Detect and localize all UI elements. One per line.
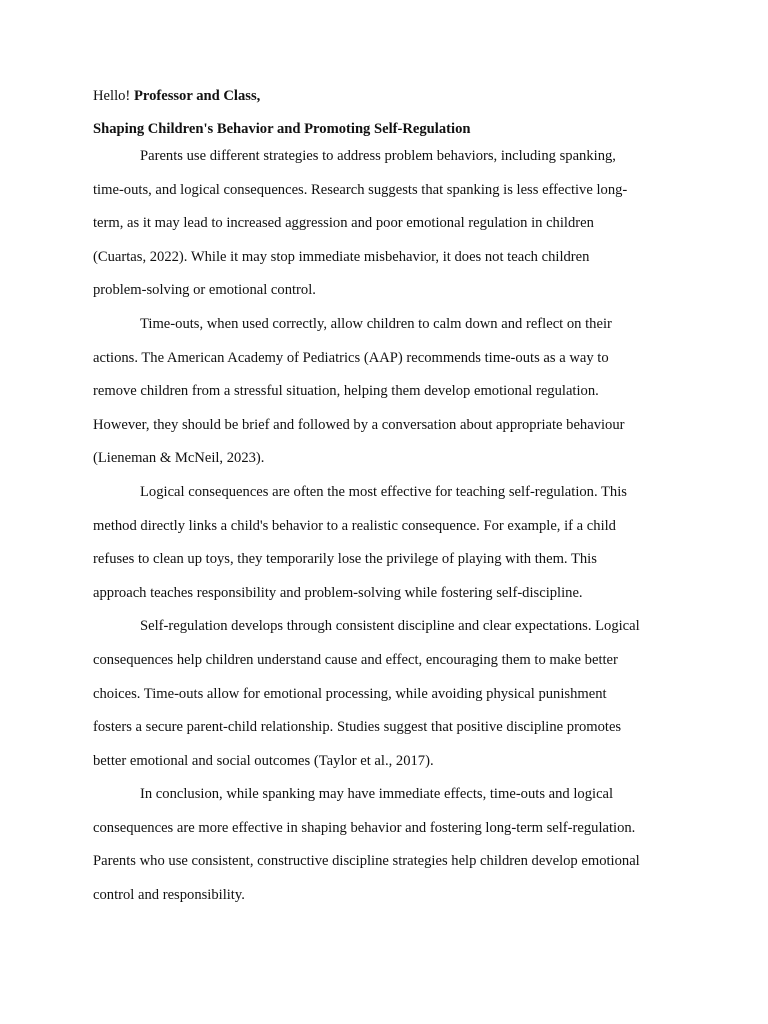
- paragraph: [93, 476, 675, 610]
- paragraph-line: remove children from a stressful situation, helping them develop emotional regulation.: [93, 383, 599, 400]
- paragraph-line: Parents who use consistent, constructive discipline strategies help children develop emotional: [93, 853, 640, 870]
- paragraph-line: (Cuartas, 2022). While it may stop immediate misbehavior, it does not teach children: [93, 248, 590, 265]
- paragraph-line: fosters a secure parent-child relationship. Studies suggest that positive discipline promotes: [93, 719, 622, 736]
- paragraph-line: However, they should be brief and followed by a conversation about appropriate behaviour: [93, 416, 625, 433]
- paragraph-line: consequences are more effective in shaping behavior and fostering long-term self-regulation.: [93, 819, 636, 836]
- paragraph-line: term, as it may lead to increased aggression and poor emotional regulation in children: [93, 215, 594, 232]
- greeting-prefix: Hello!: [93, 88, 134, 104]
- paragraph-line: method directly links a child's behavior to a realistic consequence. For example, if a child: [93, 517, 616, 534]
- greeting: [93, 85, 675, 107]
- paragraph-line: approach teaches responsibility and problem-solving while fostering self-discipline.: [93, 584, 583, 601]
- document-heading: Shaping Children's Behavior and Promoting Self-Regulation: [93, 121, 471, 137]
- paragraph-line: Parents use different strategies to address problem behaviors, including spanking,: [140, 148, 616, 164]
- paragraph-line: control and responsibility.: [93, 887, 245, 904]
- paragraph-line: time-outs, and logical consequences. Research suggests that spanking is less effective long-: [93, 181, 628, 198]
- document-body: [93, 85, 675, 913]
- paragraph-line: refuses to clean up toys, they temporarily lose the privilege of playing with them. This: [93, 551, 597, 568]
- paragraph-line: In conclusion, while spanking may have immediate effects, time-outs and logical: [140, 786, 614, 803]
- paragraph-line: Time-outs, when used correctly, allow children to calm down and reflect on their: [140, 315, 612, 332]
- paragraph-line: consequences help children understand cause and effect, encouraging them to make better: [93, 651, 618, 668]
- paragraph: [93, 778, 675, 912]
- paragraph-line: choices. Time-outs allow for emotional processing, while avoiding physical punishment: [93, 685, 607, 702]
- paragraph-line: better emotional and social outcomes (Taylor et al., 2017).: [93, 752, 434, 769]
- paragraph-line: Logical consequences are often the most effective for teaching self-regulation. This: [140, 483, 627, 500]
- paragraph-line: problem-solving or emotional control.: [93, 282, 316, 299]
- paragraph: [93, 308, 675, 476]
- greeting-addressee: Professor and Class,: [133, 88, 261, 104]
- paragraph-line: (Lieneman & McNeil, 2023).: [93, 450, 265, 467]
- paragraph-line: Self-regulation develops through consistent discipline and clear expectations. Logical: [140, 618, 640, 635]
- paragraph-line: actions. The American Academy of Pediatrics (AAP) recommends time-outs as a way to: [93, 349, 609, 366]
- paragraph: [93, 610, 675, 778]
- paragraph: [93, 140, 675, 308]
